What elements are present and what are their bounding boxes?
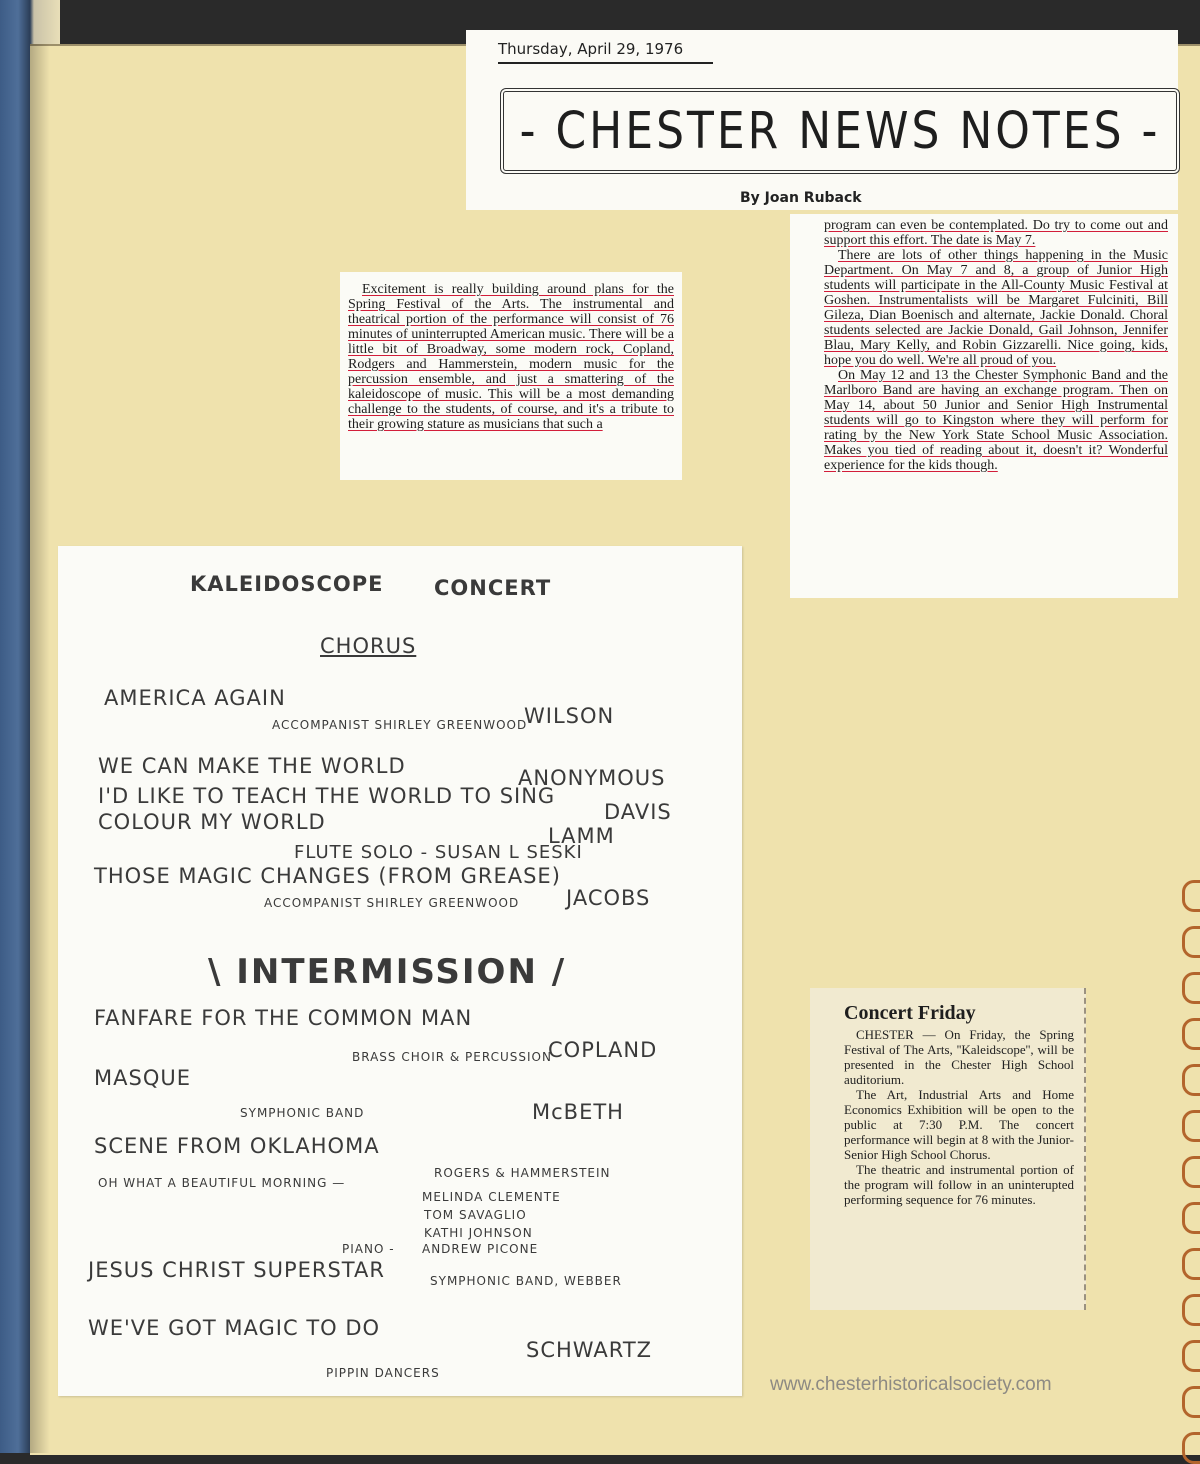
program-item-title: THOSE MAGIC CHANGES (FROM GREASE) <box>94 864 561 888</box>
spiral-binding <box>1178 880 1200 1440</box>
column-banner <box>500 88 1180 174</box>
article-paragraph-1: program can even be contemplated. Do try to come out and support this effort. The date is May 7. <box>824 218 1168 248</box>
program-item-composer: ANONYMOUS <box>518 766 666 790</box>
column-title: - CHESTER NEWS NOTES - <box>519 101 1161 161</box>
program-item-title: AMERICA AGAIN <box>104 686 286 710</box>
program-item-composer: ROGERS & HAMMERSTEIN <box>434 1166 611 1180</box>
concert-program-sheet <box>58 546 742 1396</box>
program-item-title: WE CAN MAKE THE WORLD <box>98 754 406 778</box>
performer-name: MELINDA CLEMENTE <box>422 1190 561 1204</box>
article-paragraph: Excitement is really building around plans for the Spring Festival of the Arts. The instrumental and theatrical portion of the performance will consist of 76 minutes of uninterrupted American music. There will be a little bit of Broadway, some modern rock, Copland, Rodgers and Hammerstein, modern music for the percussion ensemble, and just a smattering of the kaleidoscope of music. This will be a most demanding challenge to the students, of course, and it's a tribute to their growing stature as musicians that such a <box>348 282 674 432</box>
program-item-note: ACCOMPANIST SHIRLEY GREENWOOD <box>272 718 528 732</box>
chorus-heading: CHORUS <box>320 634 417 658</box>
program-item-composer: LAMM <box>548 824 615 848</box>
pianist-name: ANDREW PICONE <box>422 1242 539 1256</box>
clipping-paragraph-1: CHESTER — On Friday, the Spring Festival of The Arts, ''Kaleidscope'', will be presented in the Chester High School auditorium. <box>844 1027 1074 1087</box>
clipping-title: Concert Friday <box>844 1002 976 1024</box>
article-paragraph-3: On May 12 and 13 the Chester Symphonic Band and the Marlboro Band are having an exchange program. Then on May 14, about 50 Junior and Senior High Instrumental students will go to Kingston where they will perform for rating by the New York State School Music Association. Makes you tied of reading about it, doesn't it? Wonderful experience for the kids though. <box>824 368 1168 473</box>
program-item-composer: McBETH <box>532 1100 624 1124</box>
program-item-note: OH WHAT A BEAUTIFUL MORNING — <box>98 1176 346 1190</box>
program-item-title: WE'VE GOT MAGIC TO DO <box>88 1316 381 1340</box>
program-item-composer: DAVIS <box>604 800 672 824</box>
article-paragraph-2: There are lots of other things happening in the Music Department. On May 7 and 8, a group of Junior High students will participate in the All-County Music Festival at Goshen. Instrumentalists will be Margaret Fulciniti, Bill Gileza, Dian Boenisch and alternate, Jackie Donald. Choral students selected are Jackie Donald, Gail Johnson, Jennifer Blau, Mary Kelly, and Robin Gizzarelli. Nice going, kids, hope you do well. We're all proud of you. <box>824 248 1168 368</box>
performer-name: KATHI JOHNSON <box>424 1226 533 1240</box>
program-item-composer: SYMPHONIC BAND, WEBBER <box>430 1274 622 1288</box>
program-item-title: FANFARE FOR THE COMMON MAN <box>94 1006 473 1030</box>
byline: By Joan Ruback <box>740 190 862 206</box>
article-column-left <box>340 272 682 480</box>
piano-label: PIANO - <box>342 1242 395 1256</box>
program-item-title: COLOUR MY WORLD <box>98 810 326 834</box>
concert-friday-clipping <box>810 988 1086 1310</box>
clipping-paragraph-3: The theatric and instrumental portion of the program will follow in an uninterupted performing sequence for 76 minutes. <box>844 1162 1074 1207</box>
program-item-note: BRASS CHOIR & PERCUSSION <box>352 1050 552 1064</box>
program-item-note: ACCOMPANIST SHIRLEY GREENWOOD <box>264 896 520 910</box>
article-column-right <box>790 214 1178 598</box>
program-item-composer: WILSON <box>524 704 615 728</box>
performer-name: TOM SAVAGLIO <box>424 1208 527 1222</box>
watermark: www.chesterhistoricalsociety.com <box>770 1374 1052 1395</box>
program-item-note: PIPPIN DANCERS <box>326 1366 440 1380</box>
program-item-composer: SCHWARTZ <box>526 1338 653 1362</box>
clipping-paragraph-2: The Art, Industrial Arts and Home Economics Exhibition will be open to the public at 7:30 P.M. The concert performance will begin at 8 with the Junior-Senior High School Chorus. <box>844 1087 1074 1162</box>
page-shadow <box>30 44 50 1453</box>
program-item-note: FLUTE SOLO - SUSAN L SESKI <box>294 842 583 863</box>
intermission-label: INTERMISSION <box>236 952 538 992</box>
newspaper-date: Thursday, April 29, 1976 <box>498 40 713 64</box>
program-item-title: I'D LIKE TO TEACH THE WORLD TO SING <box>98 784 556 808</box>
intermission-heading: \ INTERMISSION / <box>208 952 567 992</box>
program-item-composer: JACOBS <box>566 886 651 910</box>
program-item-title: MASQUE <box>94 1066 191 1090</box>
program-item-title: SCENE FROM OKLAHOMA <box>94 1134 380 1158</box>
program-item-note: SYMPHONIC BAND <box>240 1106 365 1120</box>
program-item-composer: COPLAND <box>548 1038 658 1062</box>
program-title-right: CONCERT <box>434 576 552 600</box>
program-title-left: KALEIDOSCOPE <box>190 572 384 596</box>
program-item-title: JESUS CHRIST SUPERSTAR <box>88 1258 385 1282</box>
